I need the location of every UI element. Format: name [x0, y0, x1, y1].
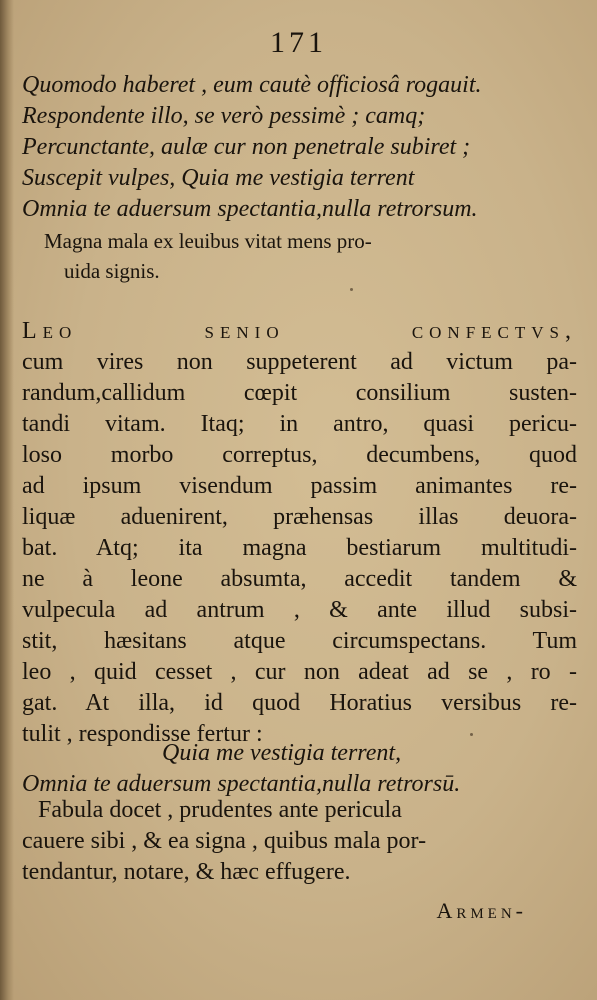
body-line: tandi vitam. Itaq; in antro, quasi pericu-: [22, 411, 577, 437]
body-line: cum vires non suppeterent ad victum pa-: [22, 349, 577, 375]
ink-spot: [470, 733, 473, 736]
fable-body: [22, 316, 577, 750]
body-line: leo , quid cesset , cur non adeat ad se , ro -: [22, 659, 577, 685]
body-line: randum,callidum cœpit consilium susten-: [22, 380, 577, 406]
verse-block-bottom: [22, 738, 542, 800]
verse-line: Quia me vestigia terrent,: [162, 740, 402, 766]
moral-line: Magna mala ex leuibus vitat mens pro-: [44, 229, 372, 253]
body-line: gat. At illa, id quod Horatius versibus re-: [22, 690, 577, 716]
fable-heading: [22, 316, 577, 347]
body-line: loso morbo correptus, decumbens, quod: [22, 442, 577, 468]
page-number: 171: [270, 26, 327, 59]
verse-line: Omnia te aduersum spectantia,nulla retrorsū.: [22, 771, 461, 797]
body-line: vulpecula ad antrum , & ante illud subsi-: [22, 597, 577, 623]
moral-line: tendantur, notare, & hæc effugere.: [22, 859, 351, 885]
body-line: liquæ aduenirent, præhensas illas deuora-: [22, 504, 577, 530]
moral-bottom: [22, 795, 492, 888]
verse-line: Omnia te aduersum spectantia,nulla retrorsum.: [22, 196, 478, 222]
body-line: tulit , respondisse fertur :: [22, 721, 263, 747]
moral-line: uida signis.: [64, 259, 160, 283]
fable-heading-text: Leo senio confectvs,: [22, 318, 577, 344]
moral-line: cauere sibi , & ea signa , quibus mala por-: [22, 828, 427, 854]
catchword: Armen-: [436, 898, 527, 923]
moral-line: Fabula docet , prudentes ante pericula: [38, 797, 402, 823]
body-line: bat. Atq; ita magna bestiarum multitudi-: [22, 535, 577, 561]
ink-spot: [350, 288, 353, 291]
verse-line: Suscepit vulpes, Quia me vestigia terrent: [22, 165, 415, 191]
body-line: stit, hæsitans atque circumspectans. Tum: [22, 628, 577, 654]
moral-top: [44, 226, 544, 286]
verse-line: Quomodo haberet , eum cautè officiosâ rogauit.: [22, 72, 482, 98]
body-line: ad ipsum visendum passim animantes re-: [22, 473, 577, 499]
page-gutter-edge: [0, 0, 14, 1000]
verse-line: Respondente illo, se verò pessimè ; camq;: [22, 103, 426, 129]
verse-block-top: [22, 70, 542, 225]
verse-line: Percunctante, aulæ cur non penetrale subiret ;: [22, 134, 471, 160]
body-line: ne à leone absumta, accedit tandem &: [22, 566, 577, 592]
